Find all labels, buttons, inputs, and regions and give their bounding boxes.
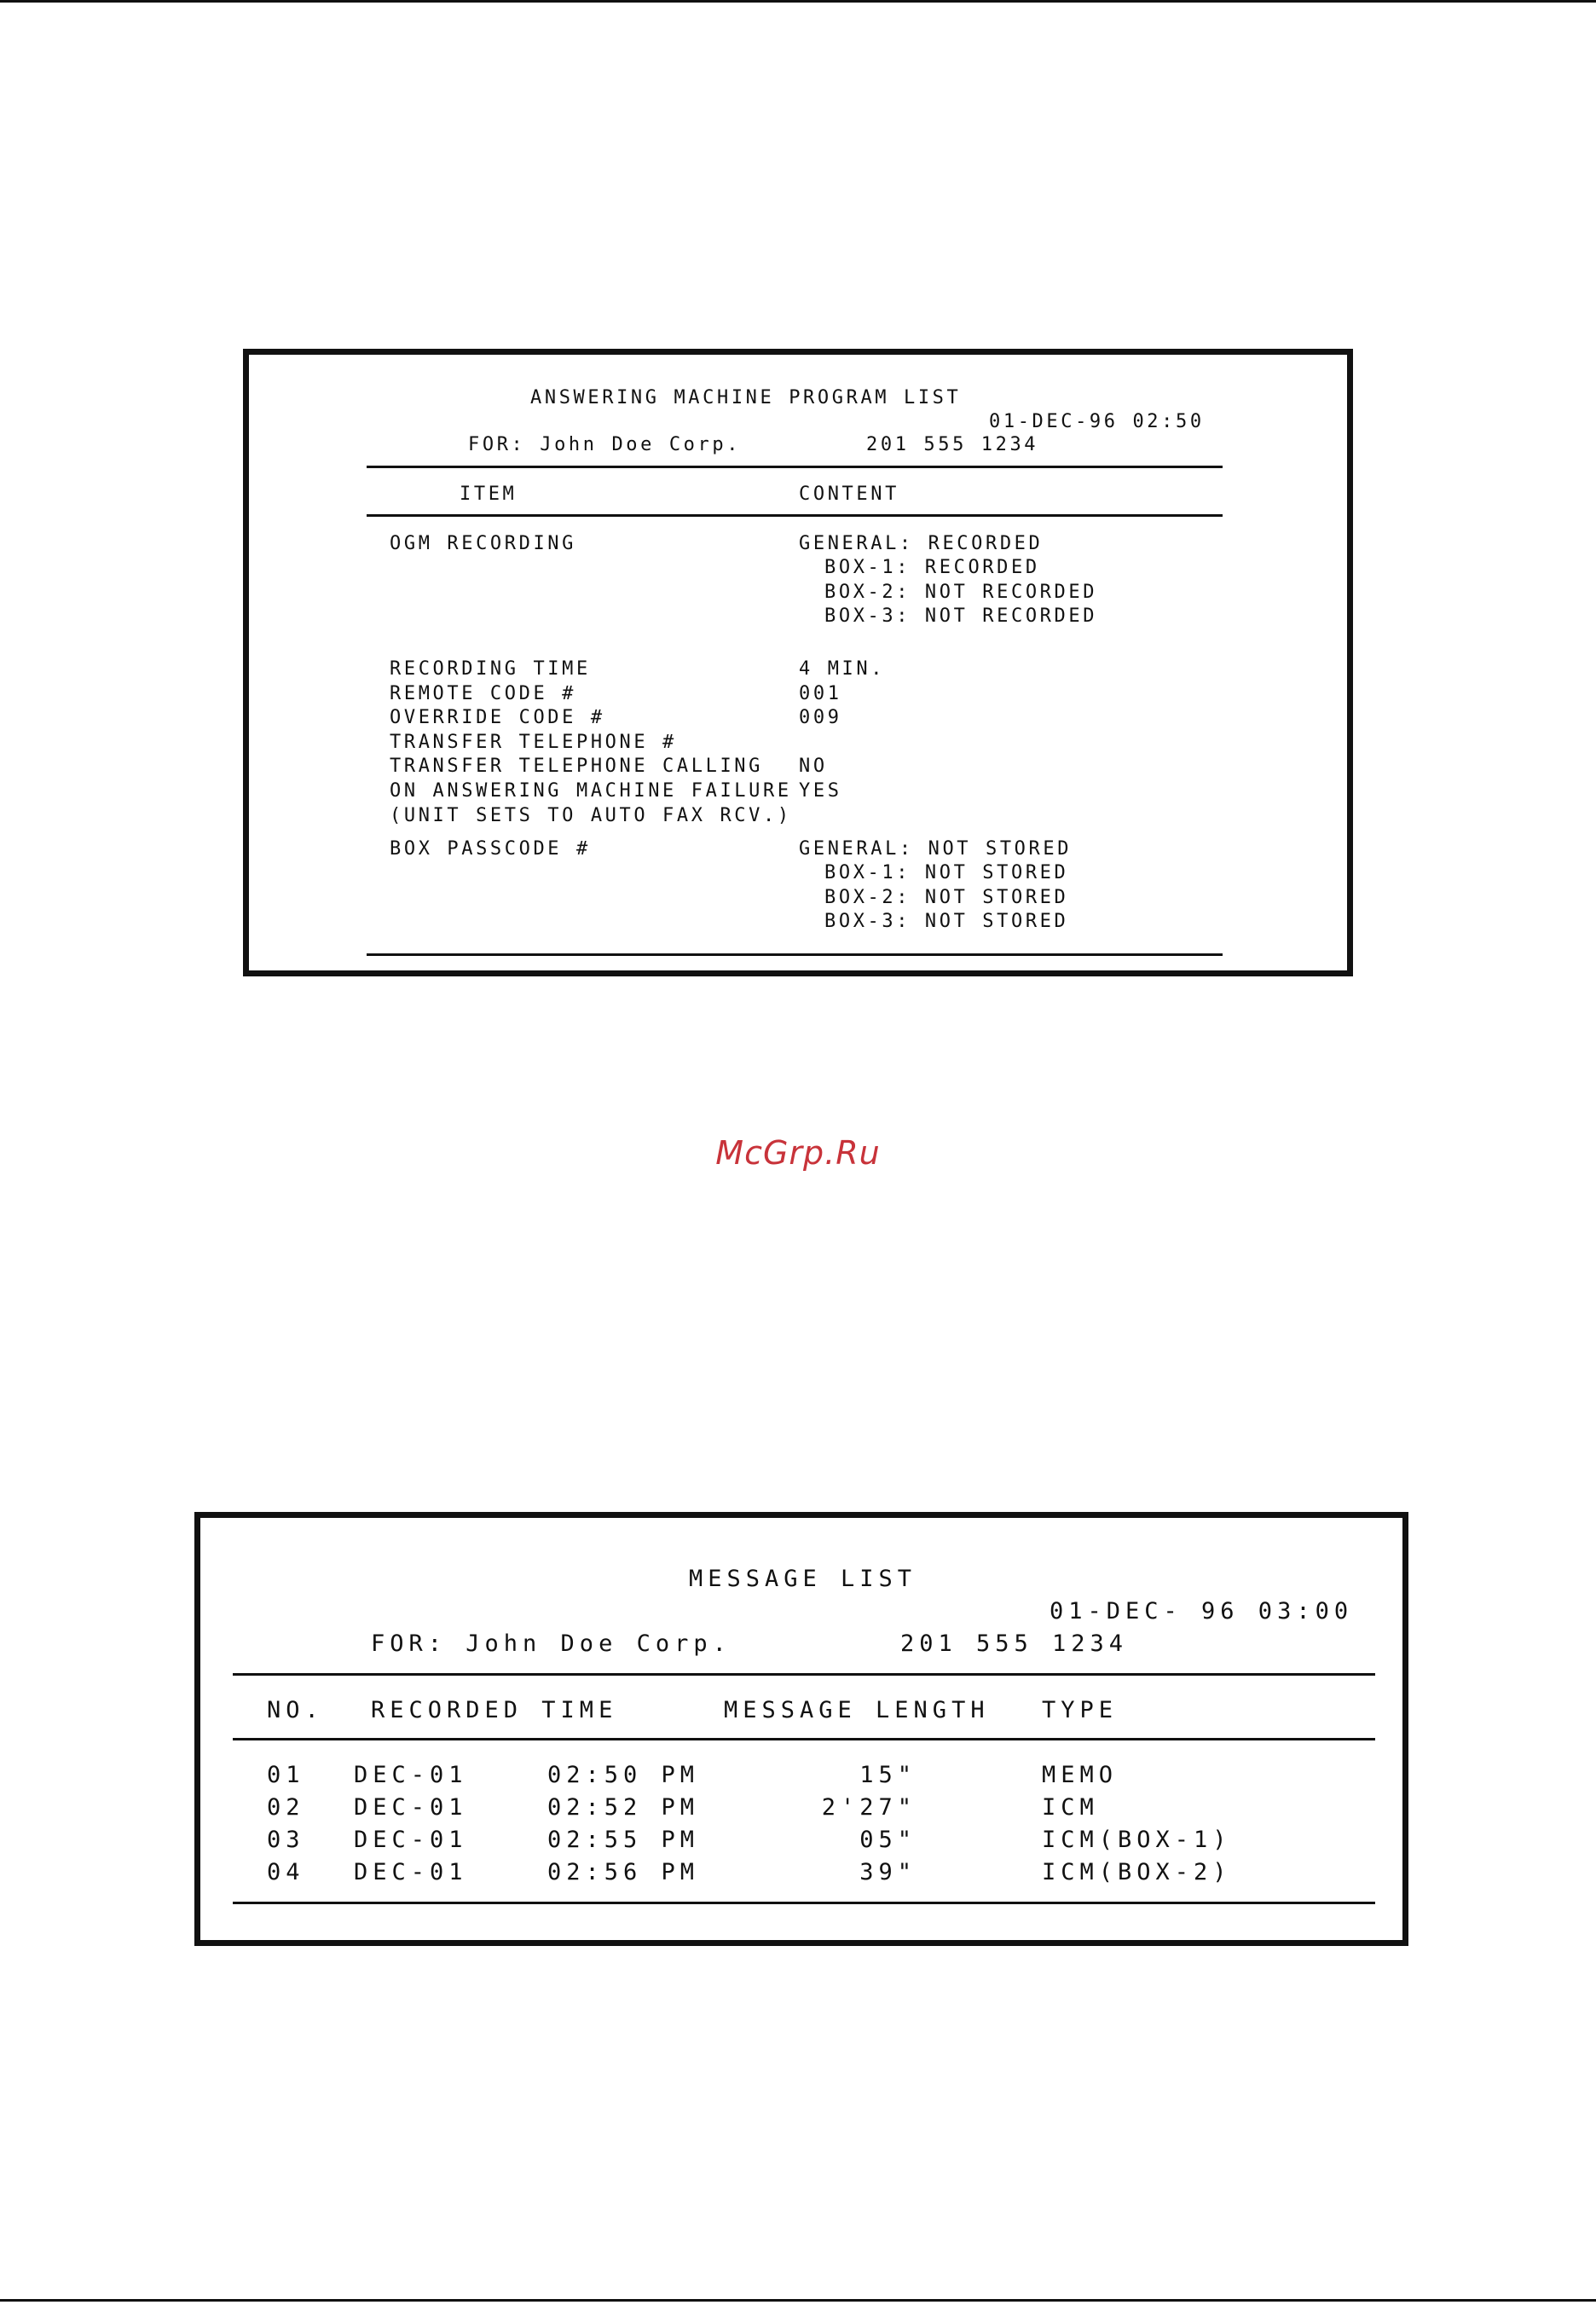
ogm-box1-value: BOX-1: RECORDED xyxy=(824,557,1040,578)
row-date: DEC-01 xyxy=(354,1859,468,1885)
column-header-content: CONTENT xyxy=(799,484,899,505)
table-footer-rule xyxy=(233,1902,1375,1904)
row-time: 02:55 PM xyxy=(547,1827,700,1853)
passcode-box3-value: BOX-3: NOT STORED xyxy=(824,911,1069,932)
program-list-title: ANSWERING MACHINE PROGRAM LIST xyxy=(530,387,962,408)
row-no: 04 xyxy=(267,1859,305,1885)
row-time: 02:56 PM xyxy=(547,1859,700,1885)
row-no: 02 xyxy=(267,1794,305,1821)
setting-item: REMOTE CODE # xyxy=(390,683,576,704)
setting-value: 4 MIN. xyxy=(799,658,886,680)
row-date: DEC-01 xyxy=(354,1762,468,1788)
header-bottom-rule xyxy=(367,514,1223,517)
setting-item: RECORDING TIME xyxy=(390,658,591,680)
ogm-box2-value: BOX-2: NOT RECORDED xyxy=(824,582,1098,603)
column-header-no: NO. xyxy=(267,1697,324,1723)
program-list-phone: 201 555 1234 xyxy=(866,434,1039,455)
row-length: 05" xyxy=(859,1827,917,1853)
row-time: 02:50 PM xyxy=(547,1762,700,1788)
row-date: DEC-01 xyxy=(354,1794,468,1821)
message-list-panel xyxy=(194,1512,1408,1946)
setting-value: 009 xyxy=(799,707,842,728)
message-list-title: MESSAGE LIST xyxy=(689,1566,917,1592)
message-list-phone: 201 555 1234 xyxy=(900,1630,1129,1657)
box-passcode-label: BOX PASSCODE # xyxy=(390,838,591,860)
message-list-for: FOR: John Doe Corp. xyxy=(371,1630,732,1657)
column-header-message-length: MESSAGE LENGTH xyxy=(724,1697,990,1723)
row-length: 15" xyxy=(859,1762,917,1788)
passcode-general-value: GENERAL: NOT STORED xyxy=(799,838,1073,860)
setting-item: TRANSFER TELEPHONE # xyxy=(390,732,677,753)
row-length: 2'27" xyxy=(821,1794,917,1821)
setting-value: YES xyxy=(799,780,842,802)
row-no: 03 xyxy=(267,1827,305,1853)
row-length: 39" xyxy=(859,1859,917,1885)
column-header-type: TYPE xyxy=(1042,1697,1119,1723)
program-list-for: FOR: John Doe Corp. xyxy=(468,434,742,455)
table-header-bottom-rule xyxy=(233,1738,1375,1740)
row-no: 01 xyxy=(267,1762,305,1788)
column-header-recorded-time: RECORDED TIME xyxy=(371,1697,618,1723)
row-type: ICM(BOX-2) xyxy=(1042,1859,1232,1885)
table-header-top-rule xyxy=(233,1673,1375,1676)
message-list-datetime: 01-DEC- 96 03:00 xyxy=(1050,1598,1354,1625)
ogm-box3-value: BOX-3: NOT RECORDED xyxy=(824,605,1098,627)
row-type: MEMO xyxy=(1042,1762,1119,1788)
program-list-panel xyxy=(243,349,1353,976)
ogm-recording-label: OGM RECORDING xyxy=(390,533,576,554)
setting-item: OVERRIDE CODE # xyxy=(390,707,605,728)
header-top-rule xyxy=(367,466,1223,468)
setting-item: (UNIT SETS TO AUTO FAX RCV.) xyxy=(390,805,792,826)
row-type: ICM(BOX-1) xyxy=(1042,1827,1232,1853)
column-header-item: ITEM xyxy=(460,484,518,505)
page-bottom-rule xyxy=(0,2299,1596,2302)
row-type: ICM xyxy=(1042,1794,1099,1821)
ogm-general-value: GENERAL: RECORDED xyxy=(799,533,1044,554)
setting-value: NO xyxy=(799,756,828,777)
passcode-box1-value: BOX-1: NOT STORED xyxy=(824,862,1069,883)
footer-rule xyxy=(367,953,1223,956)
program-list-datetime: 01-DEC-96 02:50 xyxy=(989,411,1205,432)
row-time: 02:52 PM xyxy=(547,1794,700,1821)
row-date: DEC-01 xyxy=(354,1827,468,1853)
setting-item: ON ANSWERING MACHINE FAILURE xyxy=(390,780,792,802)
page-top-rule xyxy=(0,0,1596,3)
passcode-box2-value: BOX-2: NOT STORED xyxy=(824,887,1069,908)
setting-value: 001 xyxy=(799,683,842,704)
setting-item: TRANSFER TELEPHONE CALLING xyxy=(390,756,763,777)
watermark-text: McGrp.Ru xyxy=(715,1134,881,1172)
